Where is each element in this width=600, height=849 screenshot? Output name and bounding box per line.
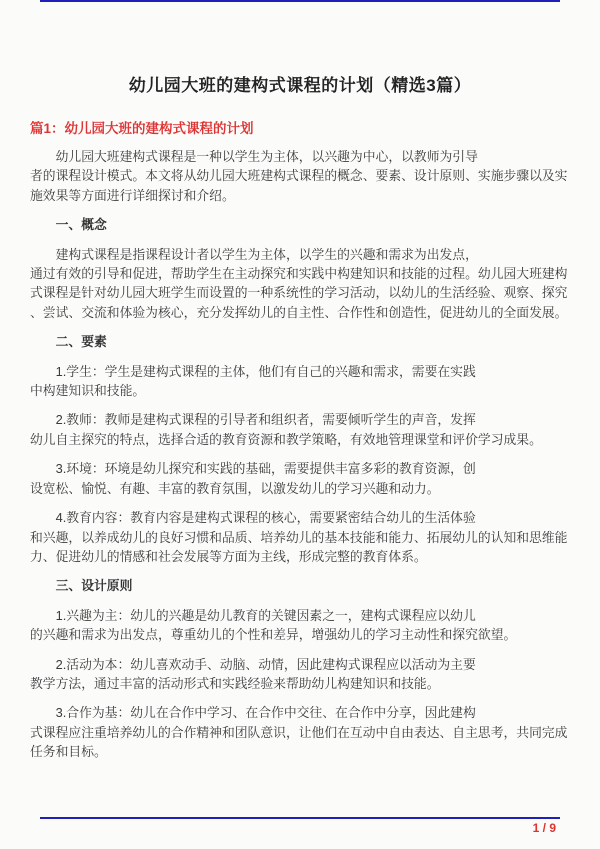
- paragraph-line: 1.学生：学生是建构式课程的主体，他们有自己的兴趣和需求，需要在实践: [55, 363, 476, 379]
- body-paragraph: [30, 655, 570, 694]
- paragraph-line: 教学方法，通过丰富的活动形式和实践经验来帮助幼儿构建知识和技能。: [30, 675, 440, 691]
- paragraph-line: 幼儿园大班建构式课程是一种以学生为主体，以兴趣为中心，以教师为引导: [55, 149, 478, 164]
- document-title: 幼儿园大班的建构式课程的计划（精选3篇）: [128, 76, 472, 95]
- paragraph-line: 3.环境：环境是幼儿探究和实践的基础，需要提供丰富多彩的教育资源，创: [55, 461, 476, 477]
- section-subheading: 三、设计原则: [55, 578, 133, 594]
- paragraph-line: 任务和目标。: [30, 744, 107, 760]
- paragraph-line: 中构建知识和技能。: [30, 383, 146, 399]
- section-1-heading: 篇1：幼儿园大班的建构式课程的计划: [30, 121, 254, 136]
- paragraph-line: 施效果等方面进行详细探讨和介绍。: [30, 187, 235, 203]
- body-paragraph: [30, 147, 570, 205]
- page-footer: [0, 817, 600, 835]
- page-number-indicator: 1 / 9: [532, 821, 556, 835]
- body-paragraph: [30, 362, 570, 401]
- paragraph-line: 通过有效的引导和促进，帮助学生在主动探究和实践中构建知识和技能的过程。幼儿园大班建构: [30, 266, 568, 282]
- body-paragraph: [30, 606, 570, 645]
- paragraph-line: 建构式课程是指课程设计者以学生为主体，以学生的兴趣和需求为出发点，: [55, 246, 478, 262]
- section-subheading: 一、概念: [55, 217, 107, 233]
- paragraph-line: 4.教育内容：教育内容是建构式课程的核心，需要紧密结合幼儿的生活体验: [55, 510, 476, 526]
- body-paragraph: [30, 410, 570, 449]
- paragraph-line: 力、促进幼儿的情感和社会发展等方面为主线，形成完整的教育体系。: [30, 548, 427, 564]
- paragraph-line: 幼儿自主探究的特点，选择合适的教育资源和教学策略，有效地管理课堂和评价学习成果。: [30, 431, 542, 447]
- body-paragraph: [30, 703, 570, 761]
- paragraph-line: 者的课程设计模式。本文将从幼儿园大班建构式课程的概念、要素、设计原则、实施步骤以及实: [30, 168, 568, 184]
- paragraph-line: 1.兴趣为主：幼儿的兴趣是幼儿教育的关键因素之一，建构式课程应以幼儿: [55, 607, 476, 623]
- top-divider-rule: [40, 0, 560, 45]
- body-paragraph: [30, 245, 570, 323]
- paragraph-line: 式课程是针对幼儿园大班学生而设置的一种系统性的学习活动，以幼儿的生活经验、观察、探究: [30, 285, 568, 301]
- paragraph-line: 2.教师：教师是建构式课程的引导者和组织者，需要倾听学生的声音，发挥: [55, 412, 476, 428]
- paragraph-line: 式课程应注重培养幼儿的合作精神和团队意识，让他们在互动中自由表达、自主思考，共同完成: [30, 724, 568, 740]
- paragraph-line: 、尝试、交流和体验为核心，充分发挥幼儿的自主性、合作性和创造性，促进幼儿的全面发展。: [30, 304, 568, 320]
- paragraph-line: 3.合作为基：幼儿在合作中学习、在合作中交往、在合作中分享，因此建构: [55, 705, 476, 721]
- paragraph-line: 2.活动为本：幼儿喜欢动手、动脑、动情，因此建构式课程应以活动为主要: [55, 656, 476, 672]
- bottom-divider-rule: [40, 817, 560, 819]
- document-body: [30, 147, 570, 762]
- paragraph-line: 设宽松、愉悦、有趣、丰富的教育氛围，以激发幼儿的学习兴趣和动力。: [30, 480, 440, 496]
- body-paragraph: [30, 508, 570, 566]
- paragraph-line: 的兴趣和需求为出发点，尊重幼儿的个性和差异，增强幼儿的学习主动性和探究欲望。: [30, 627, 517, 643]
- paragraph-line: 和兴趣，以养成幼儿的良好习惯和品质、培养幼儿的基本技能和能力、拓展幼儿的认知和思维能: [30, 529, 568, 545]
- body-paragraph: [30, 459, 570, 498]
- section-subheading: 二、要素: [55, 334, 107, 350]
